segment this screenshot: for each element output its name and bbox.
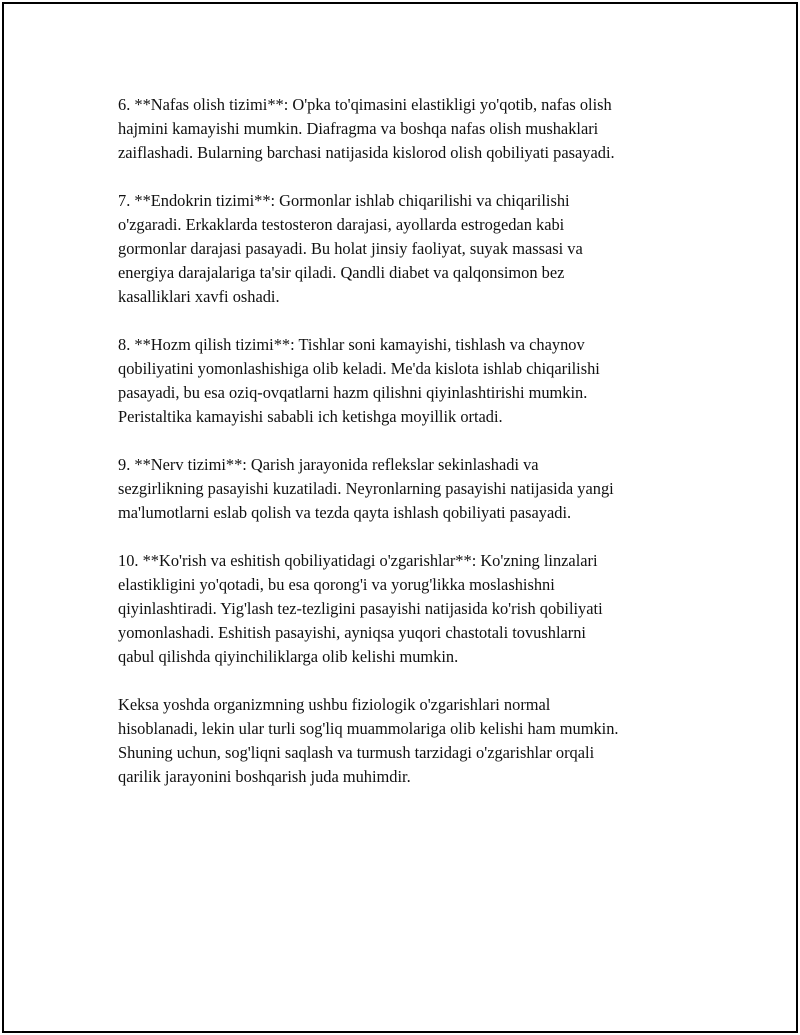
document-body — [118, 93, 718, 813]
paragraph-digestive-system: 8. **Hozm qilish tizimi**: Tishlar soni kamayishi, tishlash va chaynov qobiliyatini yomonlashishiga olib keladi. Me'da kislota ishlab chiqarilishi pasayadi, bu esa oziq-ovqatlarni hazm qilishni qiyinlashtirishi mumkin. Peristaltika kamayishi sababli ich ketishga moyillik ortadi. — [118, 335, 600, 426]
paragraph-endocrine-system: 7. **Endokrin tizimi**: Gormonlar ishlab chiqarilishi va chiqarilishi o'zgaradi. Erkaklarda testosteron darajasi, ayollarda estrogedan kabi gormonlar darajasi pasayadi. Bu holat jinsiy faoliyat, suyak massasi va energiya darajalariga ta'sir qiladi. Qandli diabet va qalqonsimon bez kasalliklari xavfi oshadi. — [118, 191, 583, 306]
paragraph-nervous-system: 9. **Nerv tizimi**: Qarish jarayonida reflekslar sekinlashadi va sezgirlikning pasayishi kuzatiladi. Neyronlarning pasayishi natijasida yangi ma'lumotlarni eslab qolish va tezda qayta ishlash qobiliyati pasayadi. — [118, 455, 614, 522]
paragraph-respiratory-system: 6. **Nafas olish tizimi**: O'pka to'qimasini elastikligi yo'qotib, nafas olish hajmini kamayishi mumkin. Diafragma va boshqa nafas olish mushaklari zaiflashadi. Bularning barchasi natijasida kislorod olish qobiliyati pasayadi. — [118, 95, 615, 162]
paragraph-conclusion: Keksa yoshda organizmning ushbu fiziologik o'zgarishlari normal hisoblanadi, lekin ular turli sog'liq muammolariga olib kelishi ham mumkin. Shuning uchun, sog'liqni saqlash va turmush tarzidagi o'zgarishlar orqali qarilik jarayonini boshqarish juda muhimdir. — [118, 695, 619, 786]
paragraph-vision-hearing: 10. **Ko'rish va eshitish qobiliyatidagi o'zgarishlar**: Ko'zning linzalari elastikligini yo'qotadi, bu esa qorong'i va yorug'likka moslashishni qiyinlashtiradi. Yig'lash tez-tezligini pasayishi natijasida ko'rish qobiliyati yomonlashadi. Eshitish pasayishi, ayniqsa yuqori chastotali tovushlarni qabul qilishda qiyinchiliklarga olib kelishi mumkin. — [118, 551, 603, 666]
